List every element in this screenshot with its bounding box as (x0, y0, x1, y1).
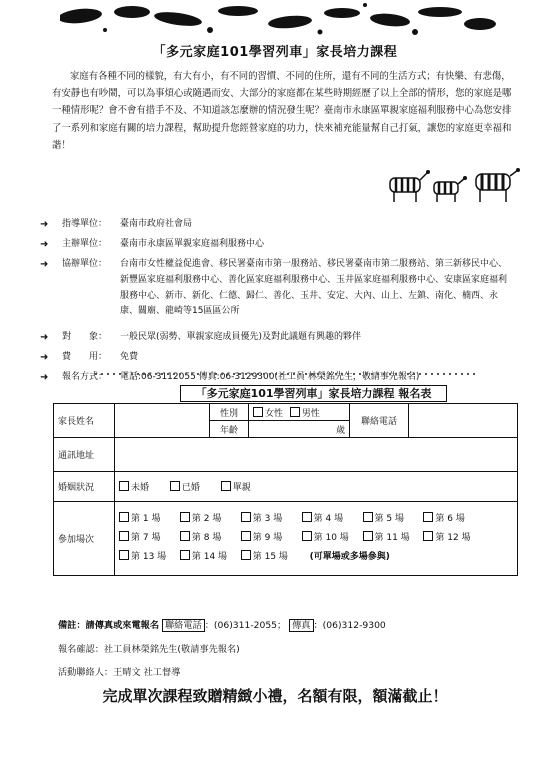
footer-note: 備註：請傳真或來電報名 聯絡電話 ：(06)311-2055； 傳真 ：(06)312-9300 (58, 620, 386, 631)
registration-form (53, 403, 518, 576)
info-row-co-organizers: ➜ 協辦單位： 台南市女性權益促進會、移民署臺南市第一服務站、移民署臺南市第二服務站、第三新移民中心、新豐區家庭福利服務中心、善化區家庭福利服務中心、玉井區家庭福利服務中心、安康區家庭福利服務中心、新市、新化、仁德、歸仁、善化、玉井、安定、大內、山上、左鎮、南化、楠西、永康、關廟、龍崎等15區區公所 (40, 257, 510, 320)
unmarried-checkbox[interactable] (119, 481, 129, 491)
female-checkbox[interactable] (253, 407, 263, 417)
session-14-option[interactable]: 第 14 場 (180, 548, 238, 567)
intro-paragraph: 家庭有各種不同的樣貌，有大有小，有不同的習慣、不同的住所，還有不同的生活方式；有快樂、有悲傷，有安靜也有吵鬧，可以為事煩心或隨遇而安、大部分的家庭都在某些時期經歷了以上全部的情形，您的家庭是哪一種情形呢？會不會有措手不及、不知道該怎麼辦的情況發生呢？臺南市永康區單親家庭福利服務中心為您安排了一系列和家庭有關的培力課程，幫助提升您經營家庭的功力，快來補充能量幫自己打氣，讓您的家庭更幸福和諧！ (52, 71, 512, 151)
parent-name-label: 家長姓名 (54, 404, 115, 438)
marital-label: 婚姻狀況 (54, 472, 115, 502)
gift-slogan: 完成單次課程致贈精緻小禮，名額有限，額滿截止！ (102, 687, 448, 705)
info-row-registration: ➜ 報名方式： 電話:06-3112055 傳真:06-3129300(社工員 林榮銘先生，敬請事先報名) (40, 370, 510, 386)
info-row-organizer: ➜ 主辦單位： 臺南市永康區單親家庭福利服務中心 (40, 237, 510, 253)
sessions-label: 參加場次 (54, 502, 115, 576)
form-title: 「多元家庭101學習列車」家長培力課程 報名表 (180, 385, 447, 402)
arrow-bullet-icon: ➜ (40, 372, 49, 383)
session-15-option[interactable]: 第 15 場 (241, 548, 299, 567)
address-field[interactable] (115, 438, 518, 472)
phone-field[interactable] (409, 404, 518, 438)
age-label: 年齡 (210, 421, 249, 438)
session-9-option[interactable]: 第 9 場 (241, 529, 299, 548)
session-3-option[interactable]: 第 3 場 (241, 510, 299, 529)
arrow-bullet-icon: ➜ (40, 332, 49, 343)
fax-label-box: 傳真 (289, 619, 313, 632)
phone-label-box: 聯絡電話 (162, 619, 205, 632)
ink-brush-banner (60, 2, 500, 38)
sessions-note: (可單場或多場參與) (309, 552, 390, 562)
session-10-option[interactable]: 第 10 場 (302, 529, 360, 548)
page-title: 「多元家庭101學習列車」家長培力課程 (152, 45, 398, 60)
info-row-audience: ➜ 對 象： 一般民眾(弱勢、單親家庭成員優先)及對此議題有興趣的夥伴 (40, 330, 510, 346)
address-label: 通訊地址 (54, 438, 115, 472)
married-checkbox[interactable] (170, 481, 180, 491)
sessions-options (115, 502, 518, 576)
arrow-bullet-icon: ➜ (40, 239, 49, 250)
cut-line-divider (95, 371, 475, 377)
single-parent-checkbox[interactable] (221, 481, 231, 491)
marital-options: 未婚 已婚 單親 (115, 472, 518, 502)
session-8-option[interactable]: 第 8 場 (180, 529, 238, 548)
session-13-option[interactable]: 第 13 場 (119, 548, 177, 567)
info-row-fee: ➜ 費 用： 免費 (40, 350, 510, 366)
session-7-option[interactable]: 第 7 場 (119, 529, 177, 548)
event-contact: 活動聯絡人：王晴文 社工督導 (58, 667, 181, 678)
male-checkbox[interactable] (290, 407, 300, 417)
arrow-bullet-icon: ➜ (40, 259, 49, 270)
session-2-option[interactable]: 第 2 場 (180, 510, 238, 529)
session-12-option[interactable]: 第 12 場 (423, 529, 481, 548)
arrow-bullet-icon: ➜ (40, 352, 49, 363)
session-11-option[interactable]: 第 11 場 (363, 529, 421, 548)
session-5-option[interactable]: 第 5 場 (363, 510, 421, 529)
session-4-option[interactable]: 第 4 場 (302, 510, 360, 529)
gender-options: 女性 男性 (249, 404, 350, 421)
parent-name-field[interactable] (115, 404, 210, 438)
phone-label: 聯絡電話 (350, 404, 409, 438)
session-1-option[interactable]: 第 1 場 (119, 510, 177, 529)
info-row-advisor: ➜ 指導單位： 臺南市政府社會局 (40, 217, 510, 233)
zebra-illustration (382, 166, 522, 208)
registration-confirm: 報名確認：社工員林榮銘先生(敬請事先報名) (58, 644, 240, 655)
session-6-option[interactable]: 第 6 場 (423, 510, 481, 529)
gender-label: 性別 (210, 404, 249, 421)
arrow-bullet-icon: ➜ (40, 219, 49, 230)
age-field[interactable]: 歲 (249, 421, 350, 438)
